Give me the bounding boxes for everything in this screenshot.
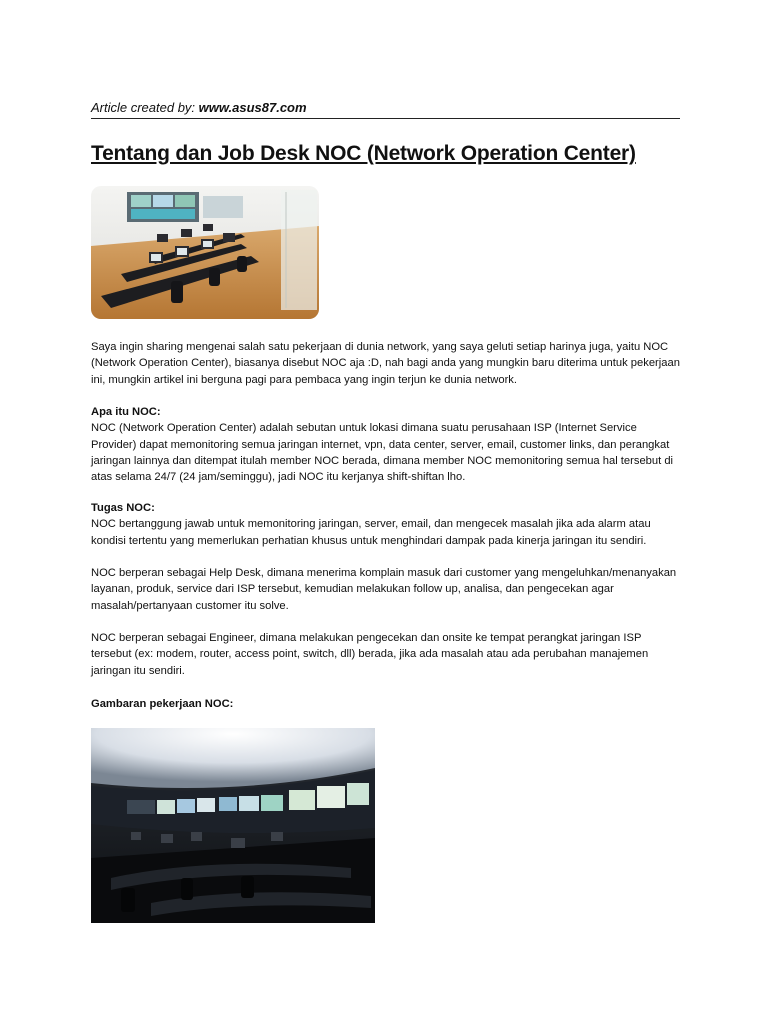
article-credit [91, 100, 680, 119]
tugas-noc-text: NOC bertanggung jawab untuk memonitoring jaringan, server, email, dan mengecek masalah jika ada alarm atau kondisi tertentu yang memerlukan perhatian khusus untuk menghindari dampak pada kinerja jaringan itu sendiri. [91, 518, 651, 547]
noc-control-room-photo [91, 728, 375, 923]
engineer-paragraph: NOC berperan sebagai Engineer, dimana melakukan pengecekan dan onsite ke tempat perangkat jaringan ISP tersebut (ex: modem, router, access point, switch, dll) berada, jika ada masalah atau ada perubahan manajemen jaringan itu sendiri. [91, 632, 649, 677]
credit-prefix: Article created by: [91, 100, 199, 115]
gambaran-noc-heading: Gambaran pekerjaan NOC: [91, 698, 234, 710]
helpdesk-paragraph: NOC berperan sebagai Help Desk, dimana menerima komplain masuk dari customer yang mengeluhkan/menanyakan layanan, produk, service dari ISP tersebut, kemudian melakukan follow up, analisa, dan pengecekan agar masalah/pertanyaan customer itu solve. [91, 567, 677, 612]
noc-office-photo [91, 186, 319, 319]
article-title: Tentang dan Job Desk NOC (Network Operation Center) [91, 142, 636, 165]
tugas-noc-heading: Tugas NOC: [91, 502, 155, 514]
apa-itu-noc-text: NOC (Network Operation Center) adalah sebutan untuk lokasi dimana suatu perusahaan ISP (Internet Service Provider) dapat memonitoring semua jaringan internet, vpn, data center, server, email, customer links, dan perangkat jaringan lainnya dan ditempat itulah member NOC berada, dimana member NOC memonitoring semua hal tersebut di atas selama 24/7 (24 jam/seminggu), jadi NOC itu kerjanya shift-shiftan lho. [91, 422, 674, 484]
credit-site: www.asus87.com [198, 100, 307, 115]
tugas-noc-section [91, 500, 681, 549]
apa-itu-noc-heading: Apa itu NOC: [91, 406, 161, 418]
apa-itu-noc-section [91, 404, 681, 485]
gambaran-noc-section [91, 696, 681, 712]
intro-paragraph: Saya ingin sharing mengenai salah satu pekerjaan di dunia network, yang saya geluti setiap harinya juga, yaitu NOC (Network Operation Center), biasanya disebut NOC aja :D, nah bagi anda yang mungkin baru diterima untuk pekerjaan ini, mungkin artikel ini berguna pagi para pembaca yang ingin terjun ke dunia network. [91, 341, 680, 386]
